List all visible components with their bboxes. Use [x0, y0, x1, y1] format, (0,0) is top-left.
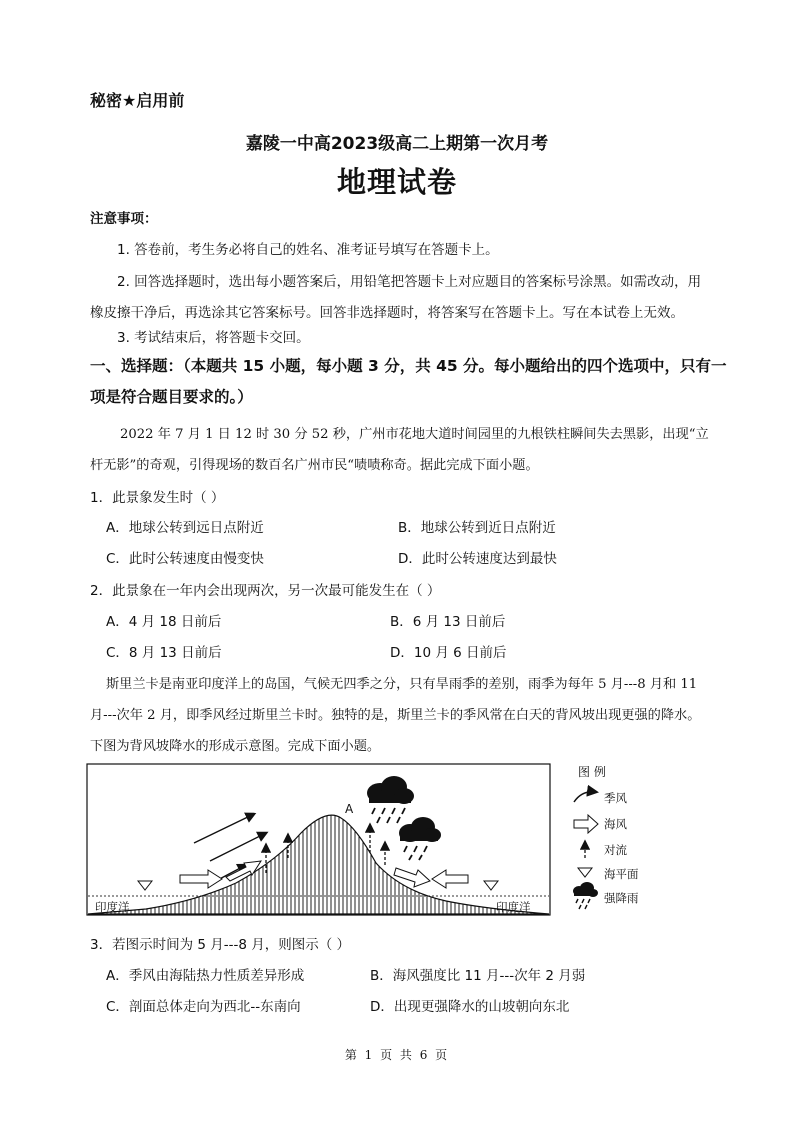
monsoon-legend-icon: [574, 792, 596, 802]
confidential-label: 秘密★启用前: [90, 91, 185, 110]
notice-item-1: 1. 答卷前，考生务必将自己的姓名、准考证号填写在答题卡上。: [117, 242, 499, 258]
passage2-line3: 下图为背风坡降水的形成示意图。完成下面小题。: [90, 739, 381, 754]
right-ocean-label: 印度洋: [496, 900, 531, 914]
question-3-option-c: C．剖面总体走向为西北--东南向: [106, 999, 301, 1015]
question-3-stem: 3．若图示时间为 5 月---8 月，则图示（ ）: [90, 937, 351, 953]
heavy-rain-cloud-icon: [399, 817, 441, 860]
question-1-option-a: A．地球公转到远日点附近: [106, 520, 264, 536]
legend-heavy-rain: 强降雨: [604, 891, 639, 905]
question-2-stem: 2．此景象在一年内会出现两次，另一次最可能发生在（ ）: [90, 583, 441, 599]
diagram-legend: [568, 762, 668, 912]
notice-item-2-cont: 橡皮擦干净后，再选涂其它答案标号。回答非选择题时，将答案写在答题卡上。写在本试卷上无效。: [90, 305, 684, 321]
question-2-option-b: B．6 月 13 日前后: [390, 614, 506, 630]
question-1-option-d: D．此时公转速度达到最快: [398, 551, 557, 567]
sea-breeze-arrow: [432, 870, 468, 888]
subject-title: 地理试卷: [336, 165, 457, 199]
question-1-option-c: C．此时公转速度由慢变快: [106, 551, 264, 567]
passage2-line1: 斯里兰卡是南亚印度洋上的岛国，气候无四季之分，只有旱雨季的差别，雨季为每年 5 月---8 月和 11: [106, 677, 698, 692]
left-ocean-label: 印度洋: [95, 900, 130, 914]
question-1-stem: 1．此景象发生时（ ）: [90, 490, 225, 506]
section-heading-cont: 项是符合题目要求的。）: [90, 388, 253, 406]
legend-title: 图 例: [578, 765, 606, 779]
question-2-option-d: D．10 月 6 日前后: [390, 645, 507, 661]
legend-convection: 对流: [604, 843, 627, 857]
monsoon-arrow: [210, 833, 266, 861]
sea-level-legend-icon: [578, 868, 592, 877]
peak-label: A: [345, 802, 354, 816]
heavy-rain-legend-icon: [573, 882, 598, 909]
question-2-option-a: A．4 月 18 日前后: [106, 614, 222, 630]
passage2-line2: 月---次年 2 月，即季风经过斯里兰卡时。独特的是，斯里兰卡的季风常在白天的背风坡出现更强的降水。: [90, 708, 701, 723]
section-heading: 一、选择题：（本题共 15 小题，每小题 3 分，共 45 分。每小题给出的四个选项中，只有一: [90, 357, 727, 375]
sea-breeze-arrow: [180, 870, 222, 888]
question-2-option-c: C．8 月 13 日前后: [106, 645, 222, 661]
monsoon-arrow: [194, 814, 254, 843]
heavy-rain-cloud-icon: [367, 776, 414, 823]
notice-item-2: 2. 回答选择题时，选出每小题答案后，用铅笔把答题卡上对应题目的答案标号涂黑。如需改动，用: [117, 274, 702, 290]
question-3-option-d: D．出现更强降水的山坡朝向东北: [370, 999, 570, 1015]
leeward-rain-diagram: [86, 763, 566, 921]
passage1-line2: 杆无影”的奇观，引得现场的数百名广州市民“啧啧称奇。据此完成下面小题。: [90, 458, 539, 473]
question-1-option-b: B．地球公转到近日点附近: [398, 520, 556, 536]
sea-level-marker: [484, 881, 498, 890]
legend-sea-level: 海平面: [604, 867, 639, 881]
mountain-profile: [88, 815, 549, 914]
sea-level-marker: [138, 881, 152, 890]
sea-breeze-legend-icon: [574, 815, 598, 833]
exam-title: 嘉陵一中高2023级高二上期第一次月考: [245, 134, 549, 154]
legend-monsoon: 季风: [604, 791, 627, 805]
passage1-line1: 2022 年 7 月 1 日 12 时 30 分 52 秒，广州市花地大道时间园里的九根铁柱瞬间失去黑影，出现“立: [120, 427, 709, 442]
legend-sea-breeze: 海风: [604, 817, 627, 831]
question-3-option-b: B．海风强度比 11 月---次年 2 月弱: [370, 968, 586, 984]
notice-item-3: 3. 考试结束后，将答题卡交回。: [117, 330, 310, 346]
notice-heading: 注意事项：: [90, 211, 158, 227]
question-3-option-a: A．季风由海陆热力性质差异形成: [106, 968, 305, 984]
page-number: 第 1 页 共 6 页: [344, 1048, 450, 1062]
